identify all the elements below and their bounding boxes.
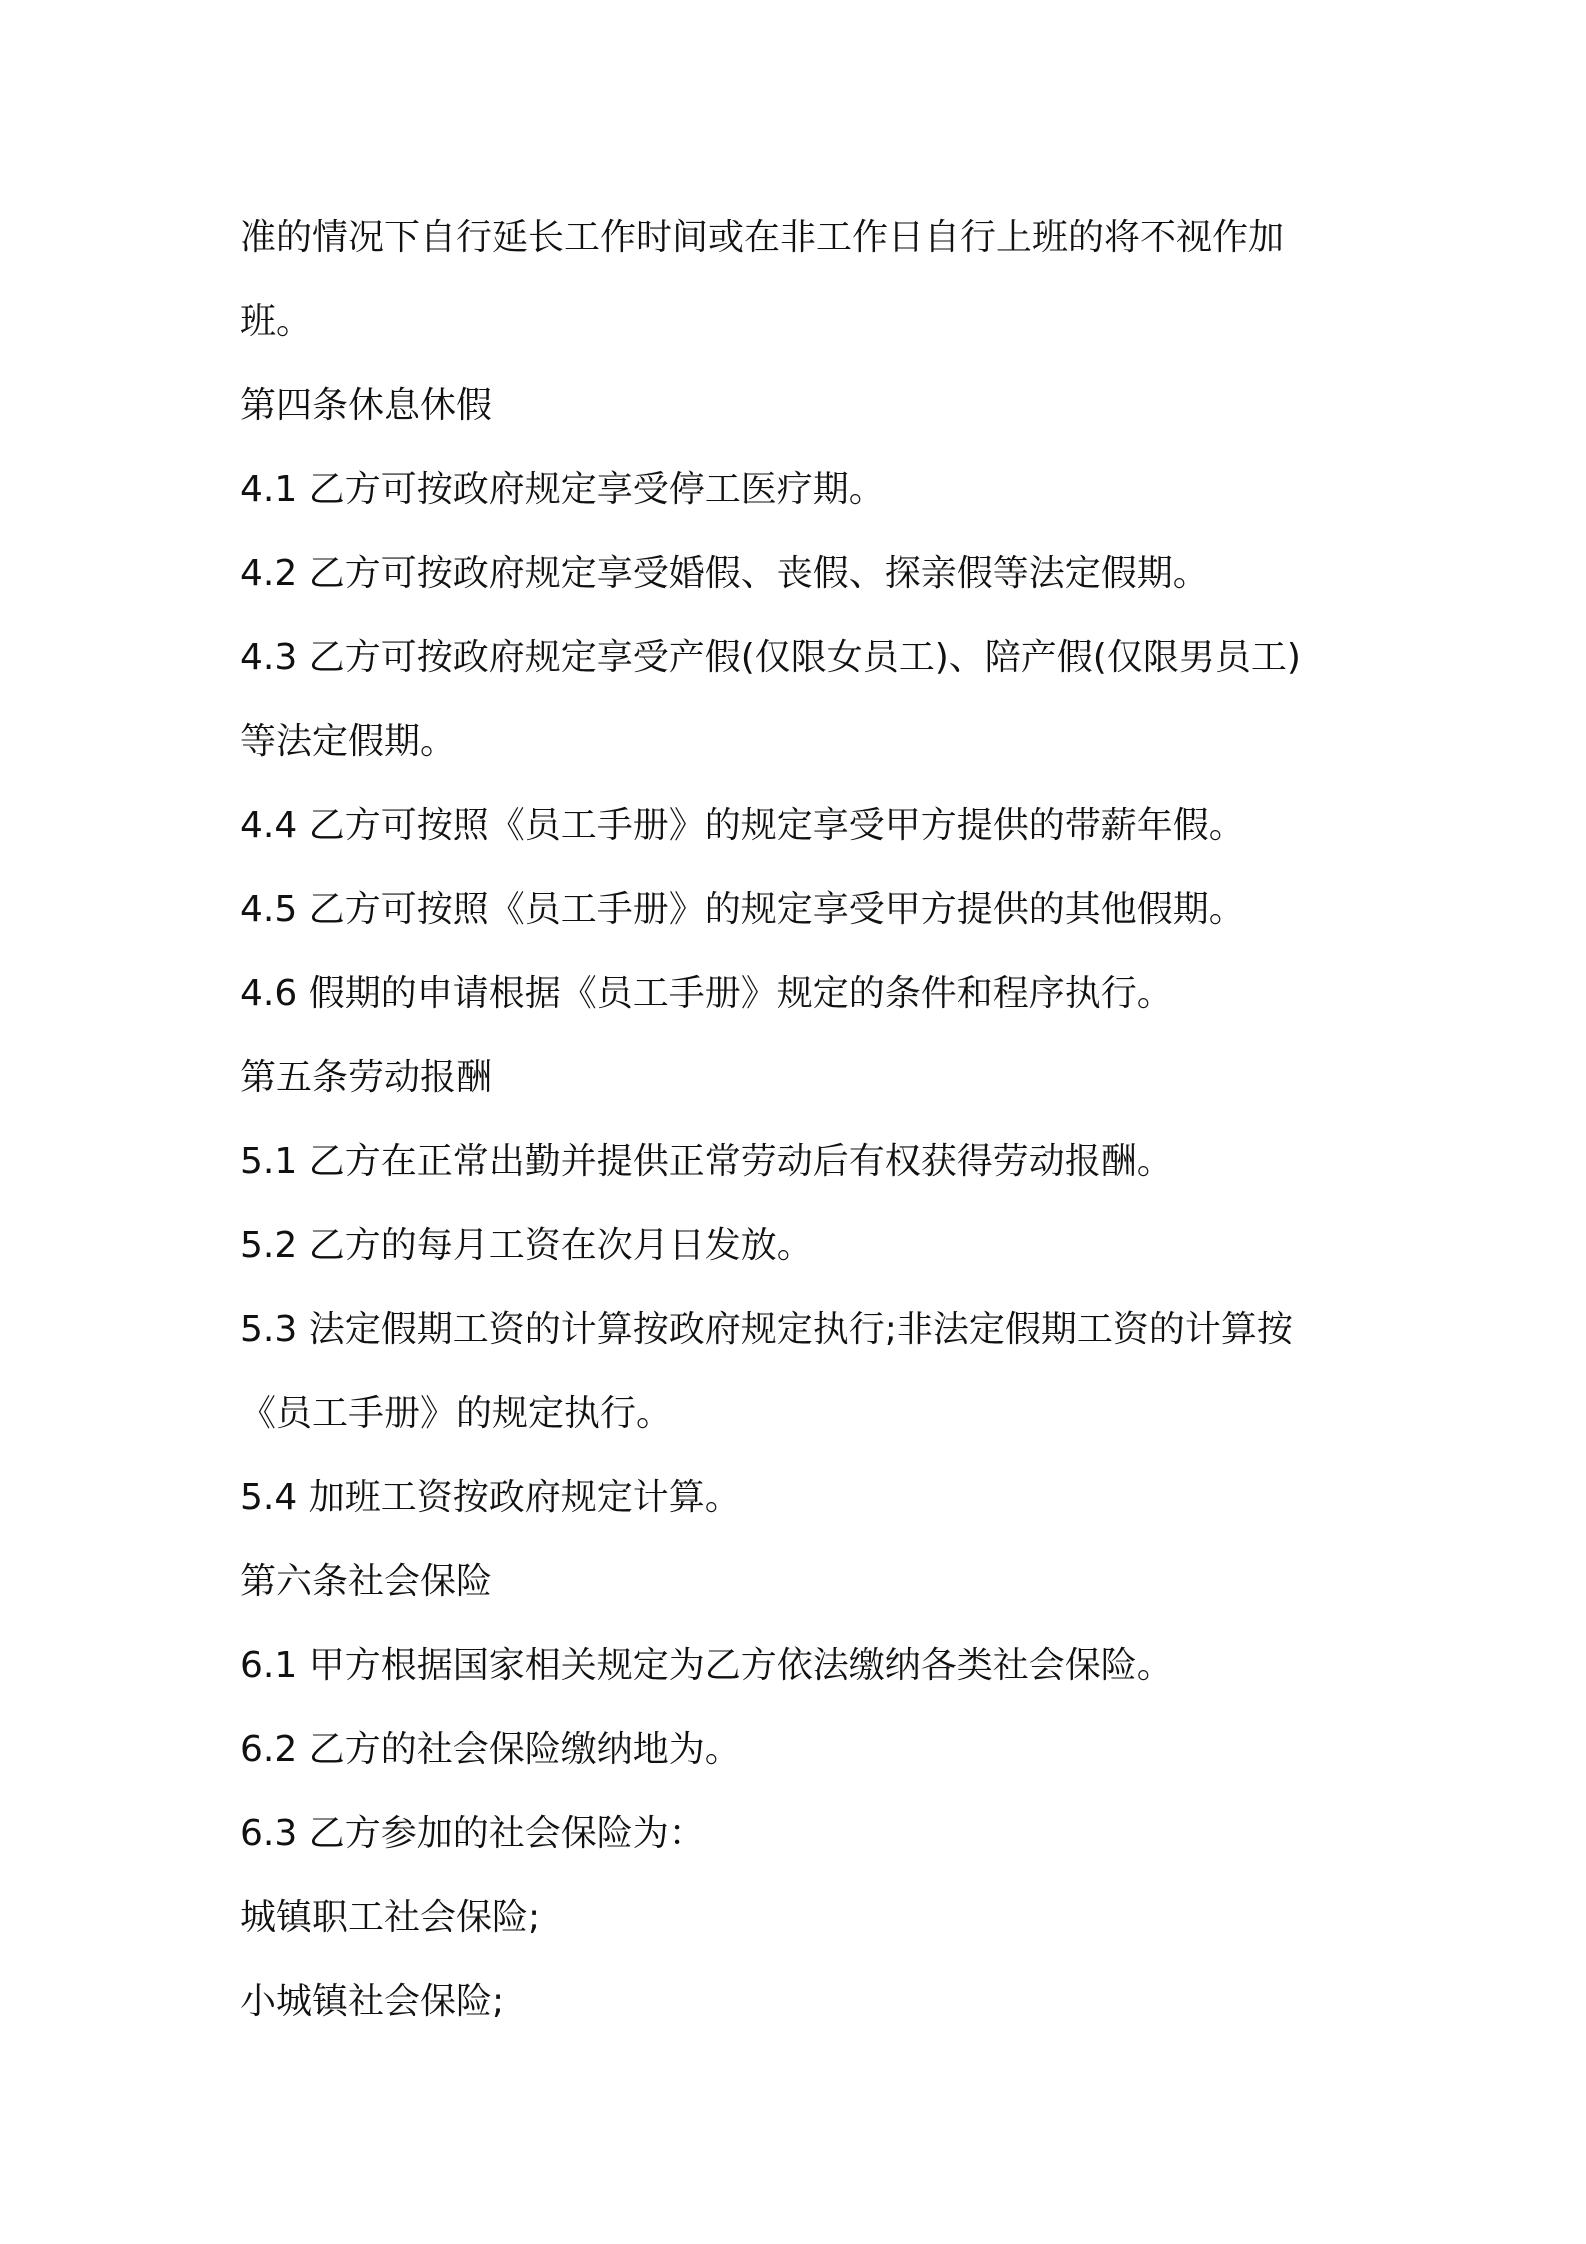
clause-line: 4.1 乙方可按政府规定享受停工医疗期。 xyxy=(240,469,885,510)
document-body xyxy=(240,196,1360,2044)
clause-line: 5.1 乙方在正常出勤并提供正常劳动后有权获得劳动报酬。 xyxy=(240,1141,1173,1182)
section-heading: 第五条劳动报酬 xyxy=(240,1057,493,1098)
list-item: 小城镇社会保险; xyxy=(240,1981,505,2022)
clause-line: 《员工手册》的规定执行。 xyxy=(240,1393,673,1434)
clause-line: 4.5 乙方可按照《员工手册》的规定享受甲方提供的其他假期。 xyxy=(240,889,1245,930)
clause-line: 6.2 乙方的社会保险缴纳地为。 xyxy=(240,1729,741,1770)
clause-line: 4.6 假期的申请根据《员工手册》规定的条件和程序执行。 xyxy=(240,973,1173,1014)
clause-line: 4.2 乙方可按政府规定享受婚假、丧假、探亲假等法定假期。 xyxy=(240,553,1209,594)
paragraph-line: 班。 xyxy=(240,301,313,342)
list-item: 城镇职工社会保险; xyxy=(240,1897,541,1938)
section-heading: 第六条社会保险 xyxy=(240,1561,493,1602)
clause-line: 等法定假期。 xyxy=(240,721,457,762)
clause-line: 4.4 乙方可按照《员工手册》的规定享受甲方提供的带薪年假。 xyxy=(240,805,1245,846)
clause-line: 6.1 甲方根据国家相关规定为乙方依法缴纳各类社会保险。 xyxy=(240,1645,1173,1686)
clause-line: 5.4 加班工资按政府规定计算。 xyxy=(240,1477,741,1518)
clause-line: 5.2 乙方的每月工资在次月日发放。 xyxy=(240,1225,813,1266)
clause-line: 4.3 乙方可按政府规定享受产假(仅限女员工)、陪产假(仅限男员工) xyxy=(240,637,1301,678)
clause-line: 6.3 乙方参加的社会保险为： xyxy=(240,1813,705,1854)
section-heading: 第四条休息休假 xyxy=(240,385,493,426)
clause-line: 5.3 法定假期工资的计算按政府规定执行;非法定假期工资的计算按 xyxy=(240,1309,1293,1350)
paragraph-line: 准的情况下自行延长工作时间或在非工作日自行上班的将不视作加 xyxy=(240,217,1285,258)
